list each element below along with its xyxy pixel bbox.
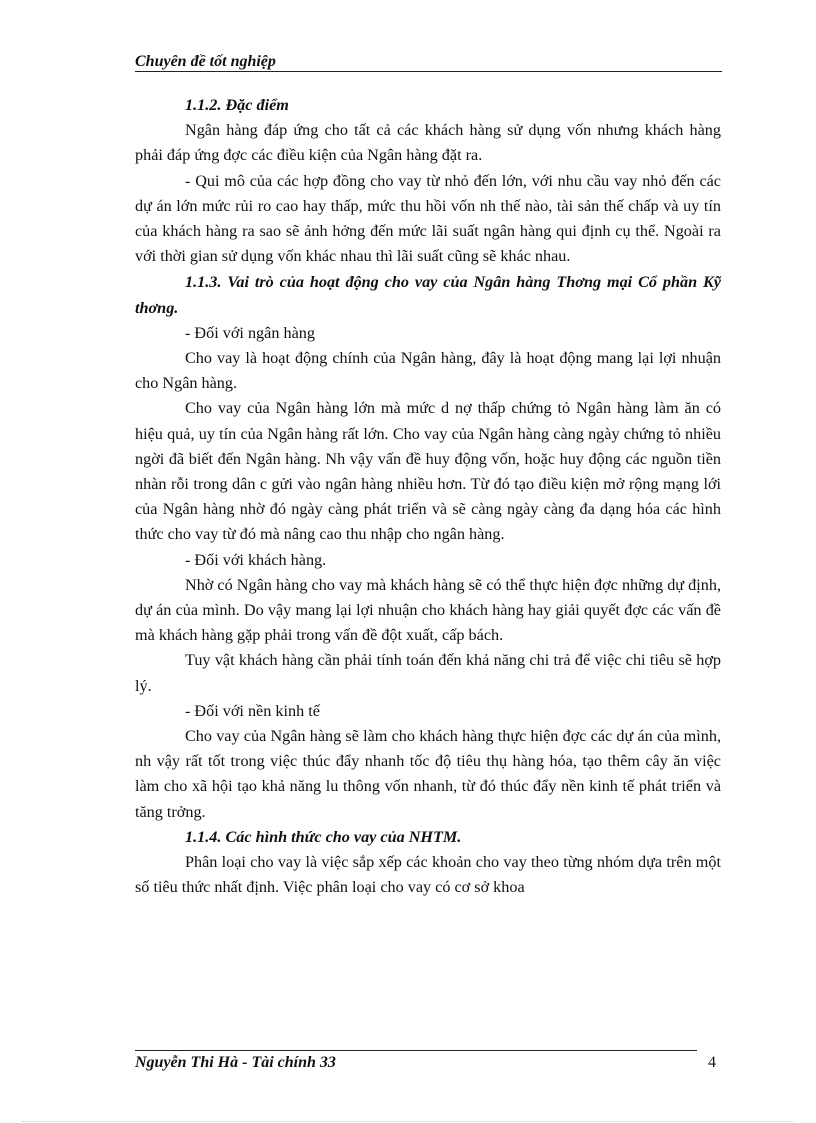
footer-divider	[135, 1050, 697, 1051]
paragraph: Phân loại cho vay là việc sắp xếp các khoản cho vay theo từng nhóm dựa trên một số tiêu thức nhất định. Việc phân loại cho vay có cơ sở khoa	[135, 853, 721, 897]
paragraph: Cho vay của Ngân hàng sẽ làm cho khách hàng thực hiện đợc các dự án của mình, nh vậy rất tốt trong việc thúc đẩy nhanh tốc độ tiêu thụ hàng hóa, tạo thêm cây ăn việc làm cho xã hội tạo khả năng lu thông vốn nhanh, từ đó thúc đẩy nền kinh tế phát triển và tăng trởng.	[135, 727, 721, 821]
paragraph: Cho vay là hoạt động chính của Ngân hàng, đây là hoạt động mang lại lợi nhuận cho Ngân hàng.	[135, 349, 721, 393]
section-heading-1-1-3: 1.1.3. Vai trò của hoạt động cho vay của Ngân hàng Thơng mại Cổ phần Kỹ thơng.	[135, 273, 721, 317]
paragraph: Cho vay của Ngân hàng lớn mà mức d nợ thấp chứng tỏ Ngân hàng làm ăn có hiệu quả, uy tín của Ngân hàng rất lớn. Cho vay của Ngân hàng càng ngày chứng tỏ nhiều ngời đã biết đến Ngân hàng. Nh vậy vấn đề huy động vốn, hoặc huy động các nguồn tiền nhàn rỗi trong dân c gửi vào ngân hàng nhiều hơn. Từ đó tạo điều kiện mở rộng mạng lới của Ngân hàng nhờ đó ngày càng phát triển và sẽ càng ngày càng đa dạng hóa các hình thức cho vay từ đó mà nâng cao thu nhập cho ngân hàng.	[135, 399, 721, 544]
paragraph: Tuy vật khách hàng cần phải tính toán đến khả năng chi trả để việc chi tiêu sẽ hợp lý.	[135, 651, 721, 695]
paragraph: - Đối với khách hàng.	[185, 550, 327, 569]
page-header	[135, 53, 722, 72]
section-heading-1-1-4: 1.1.4. Các hình thức cho vay của NHTM.	[185, 827, 462, 846]
paragraph: Nhờ có Ngân hàng cho vay mà khách hàng sẽ có thể thực hiện đợc những dự định, dự án của mình. Do vậy mang lại lợi nhuận cho khách hàng hay giải quyết đợc các vấn đề mà khách hàng gặp phải trong vấn đề đột xuất, cấp bách.	[135, 575, 721, 645]
page-number: 4	[708, 1054, 716, 1071]
document-body	[135, 93, 721, 901]
paragraph: - Qui mô của các hợp đồng cho vay từ nhỏ đến lớn, với nhu cầu vay nhỏ đến các dự án lớn mức rủi ro cao hay thấp, mức thu hồi vốn nh thế nào, tài sản thế chấp và uy tín của khách hàng ra sao sẽ ảnh hởng đến mức lãi suất ngân hàng qui định cụ thể. Ngoài ra với thời gian sử dụng vốn khác nhau thì lãi suất cũng sẽ khác nhau.	[135, 171, 721, 266]
paragraph: - Đối với ngân hàng	[185, 323, 315, 342]
paragraph: - Đối với nền kinh tế	[185, 701, 320, 720]
paragraph: Ngân hàng đáp ứng cho tất cả các khách hàng sử dụng vốn nhưng khách hàng phải đáp ứng đợc các điều kiện của Ngân hàng đặt ra.	[135, 121, 721, 165]
page-bottom-border	[22, 1121, 794, 1122]
footer-author: Nguyễn Thi Hà - Tài chính 33	[135, 1054, 336, 1071]
header-title: Chuyên đề tốt nghiệp	[135, 53, 276, 70]
section-heading-1-1-2: 1.1.2. Đặc điểm	[185, 96, 289, 114]
